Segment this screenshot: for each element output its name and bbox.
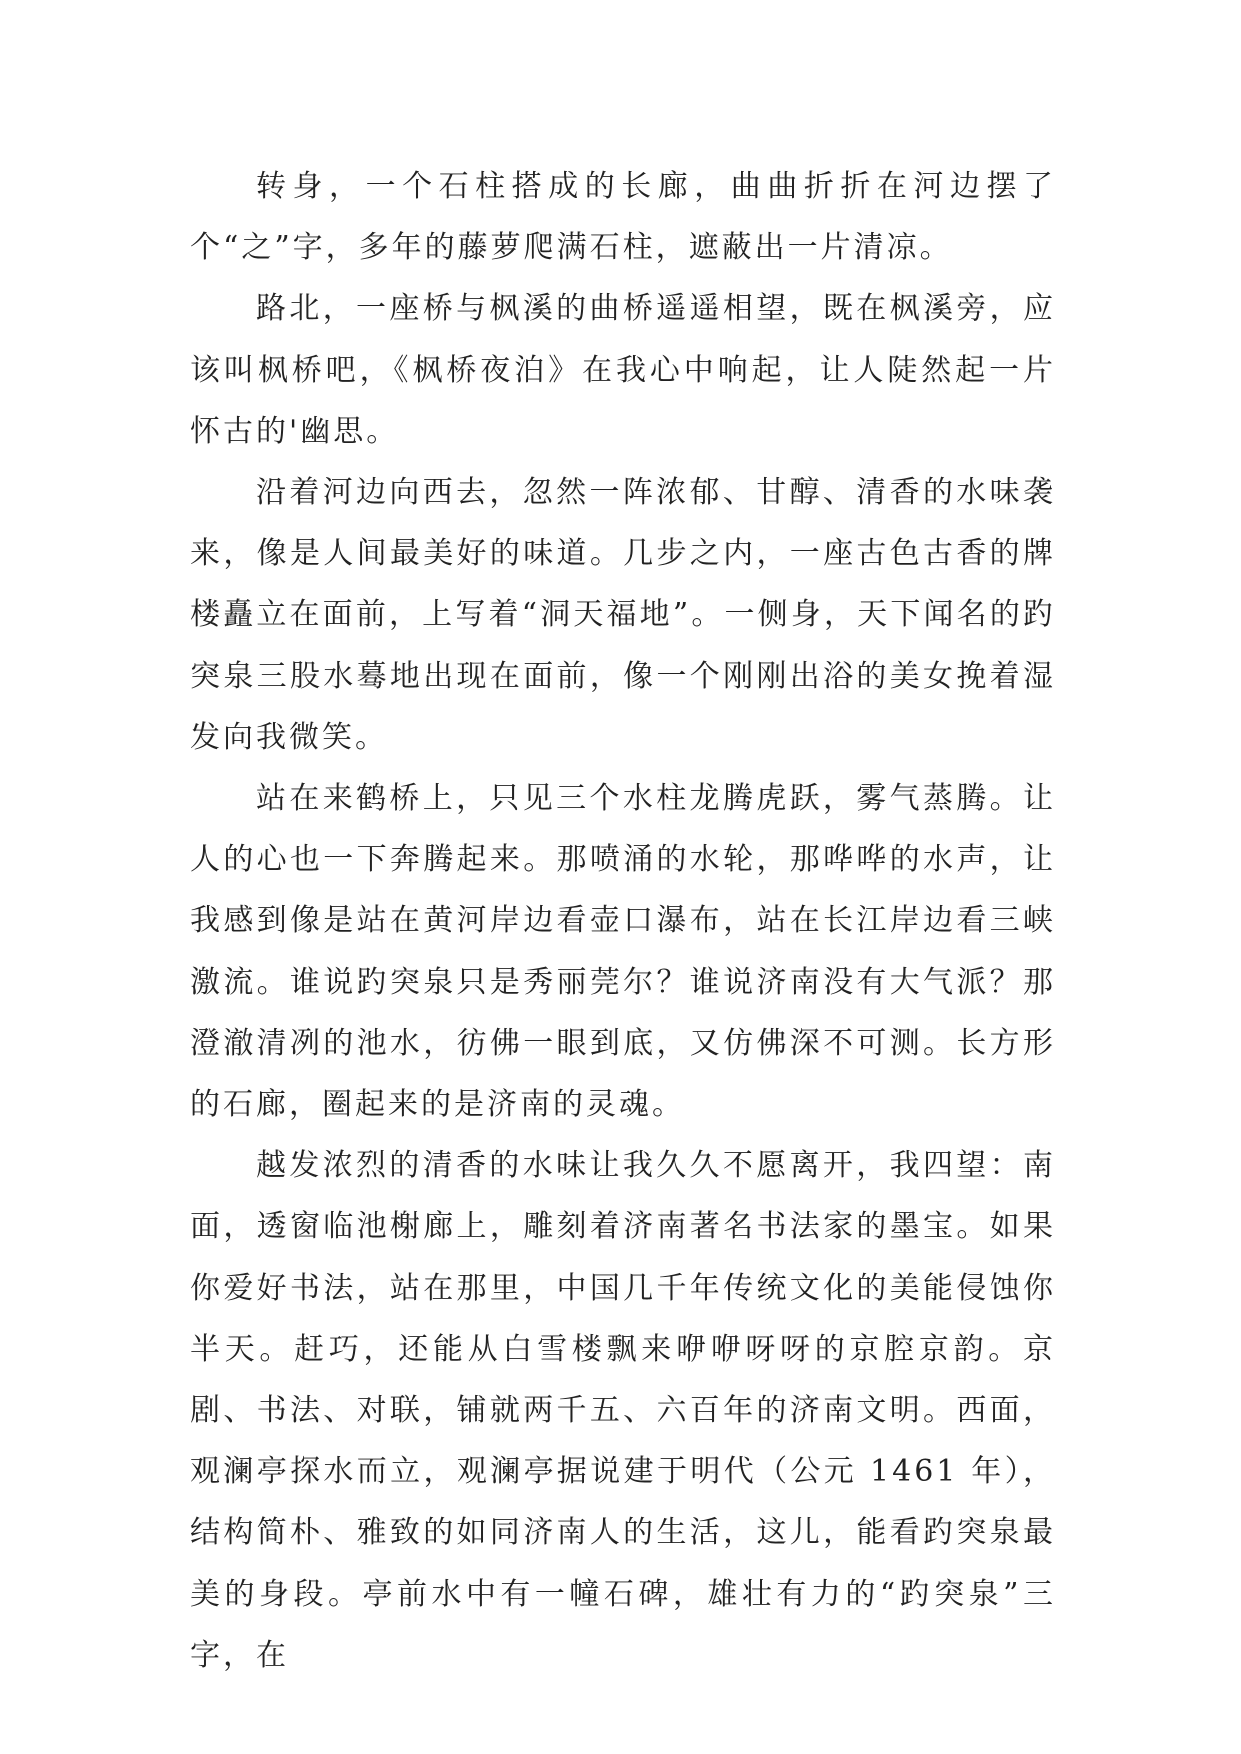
- paragraph-2: 路北，一座桥与枫溪的曲桥遥遥相望，既在枫溪旁，应该叫枫桥吧，《枫桥夜泊》在我心中响起，让人陡然起一片怀古的'幽思。: [190, 291, 1056, 449]
- paragraph-4: 站在来鹤桥上，只见三个水柱龙腾虎跃，雾气蒸腾。让人的心也一下奔腾起来。那喷涌的水轮，那哗哗的水声，让我感到像是站在黄河岸边看壶口瀑布，站在长江岸边看三峡激流。谁说趵突泉只是秀丽莞尔？谁说济南没有大气派？那澄澈清冽的池水，彷佛一眼到底，又仿佛深不可测。长方形的石廊，圈起来的是济南的灵魂。: [190, 781, 1056, 1123]
- paragraph-5: 越发浓烈的清香的水味让我久久不愿离开，我四望：南面，透窗临池榭廊上，雕刻着济南著名书法家的墨宝。如果你爱好书法，站在那里，中国几千年传统文化的美能侵蚀你半天。赶巧，还能从白雪楼飘来咿咿呀呀的京腔京韵。京剧、书法、对联，铺就两千五、六百年的济南文明。西面，观澜亭探水而立，观澜亭据说建于明代（公元 1461 年），结构简朴、雅致的如同济南人的生活，这儿，能看趵突泉最美的身段。亭前水中有一幢石碑，雄壮有力的“趵突泉”三字，在: [190, 1148, 1056, 1673]
- article-body: [190, 156, 1056, 1686]
- paragraph-1: 转身，一个石柱搭成的长廊，曲曲折折在河边摆了个“之”字，多年的藤萝爬满石柱，遮蔽出一片清凉。: [190, 169, 1056, 266]
- paragraph-3: 沿着河边向西去，忽然一阵浓郁、甘醇、清香的水味袭来，像是人间最美好的味道。几步之内，一座古色古香的牌楼矗立在面前，上写着“洞天福地”。一侧身，天下闻名的趵突泉三股水蓦地出现在面前，像一个刚刚出浴的美女挽着湿发向我微笑。: [190, 475, 1056, 755]
